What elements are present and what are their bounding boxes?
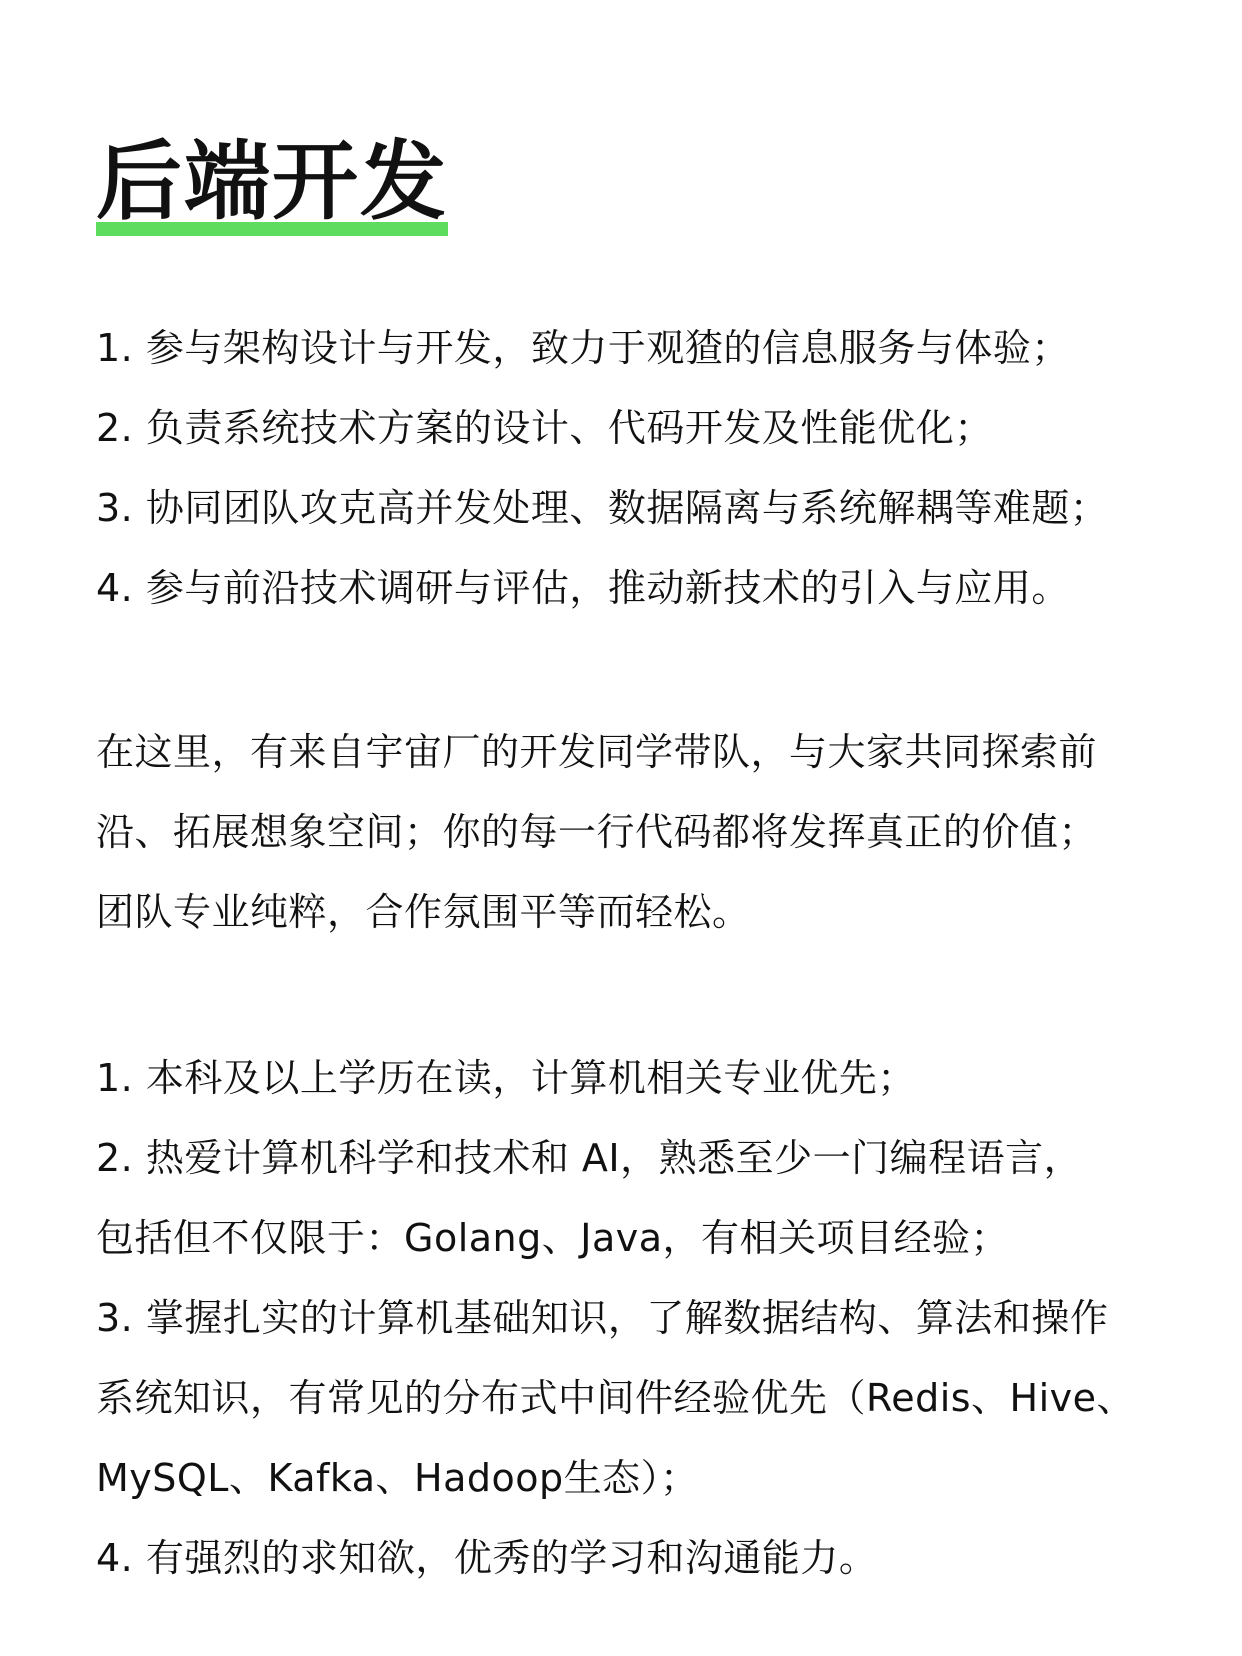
requirement-item: 2. 热爱计算机科学和技术和 AI，熟悉至少一门编程语言， [96, 1136, 1083, 1180]
team-intro-paragraph [96, 712, 1176, 952]
duty-item: 2. 负责系统技术方案的设计、代码开发及性能优化； [96, 406, 993, 450]
duties-list [96, 308, 1176, 628]
intro-line: 团队专业纯粹，合作氛围平等而轻松。 [96, 890, 751, 934]
requirement-item: 3. 掌握扎实的计算机基础知识，了解数据结构、算法和操作 [96, 1296, 1109, 1340]
page-title: 后端开发 [96, 132, 448, 232]
duty-item: 1. 参与架构设计与开发，致力于观猹的信息服务与体验； [96, 326, 1070, 370]
requirement-item: MySQL、Kafka、Hadoop生态）； [96, 1456, 699, 1500]
requirement-item: 4. 有强烈的求知欲，优秀的学习和沟通能力。 [96, 1536, 878, 1580]
page-title-block [96, 132, 448, 232]
requirement-item: 1. 本科及以上学历在读，计算机相关专业优先； [96, 1056, 916, 1100]
duty-item: 4. 参与前沿技术调研与评估，推动新技术的引入与应用。 [96, 566, 1070, 610]
requirement-item: 包括但不仅限于：Golang、Java，有相关项目经验； [96, 1216, 1010, 1260]
requirements-list [96, 1038, 1176, 1598]
intro-line: 沿、拓展想象空间；你的每一行代码都将发挥真正的价值； [96, 810, 1098, 854]
intro-line: 在这里，有来自宇宙厂的开发同学带队，与大家共同探索前 [96, 730, 1098, 774]
duty-item: 3. 协同团队攻克高并发处理、数据隔离与系统解耦等难题； [96, 486, 1109, 530]
requirement-item: 系统知识，有常见的分布式中间件经验优先（Redis、Hive、 [96, 1376, 1136, 1420]
